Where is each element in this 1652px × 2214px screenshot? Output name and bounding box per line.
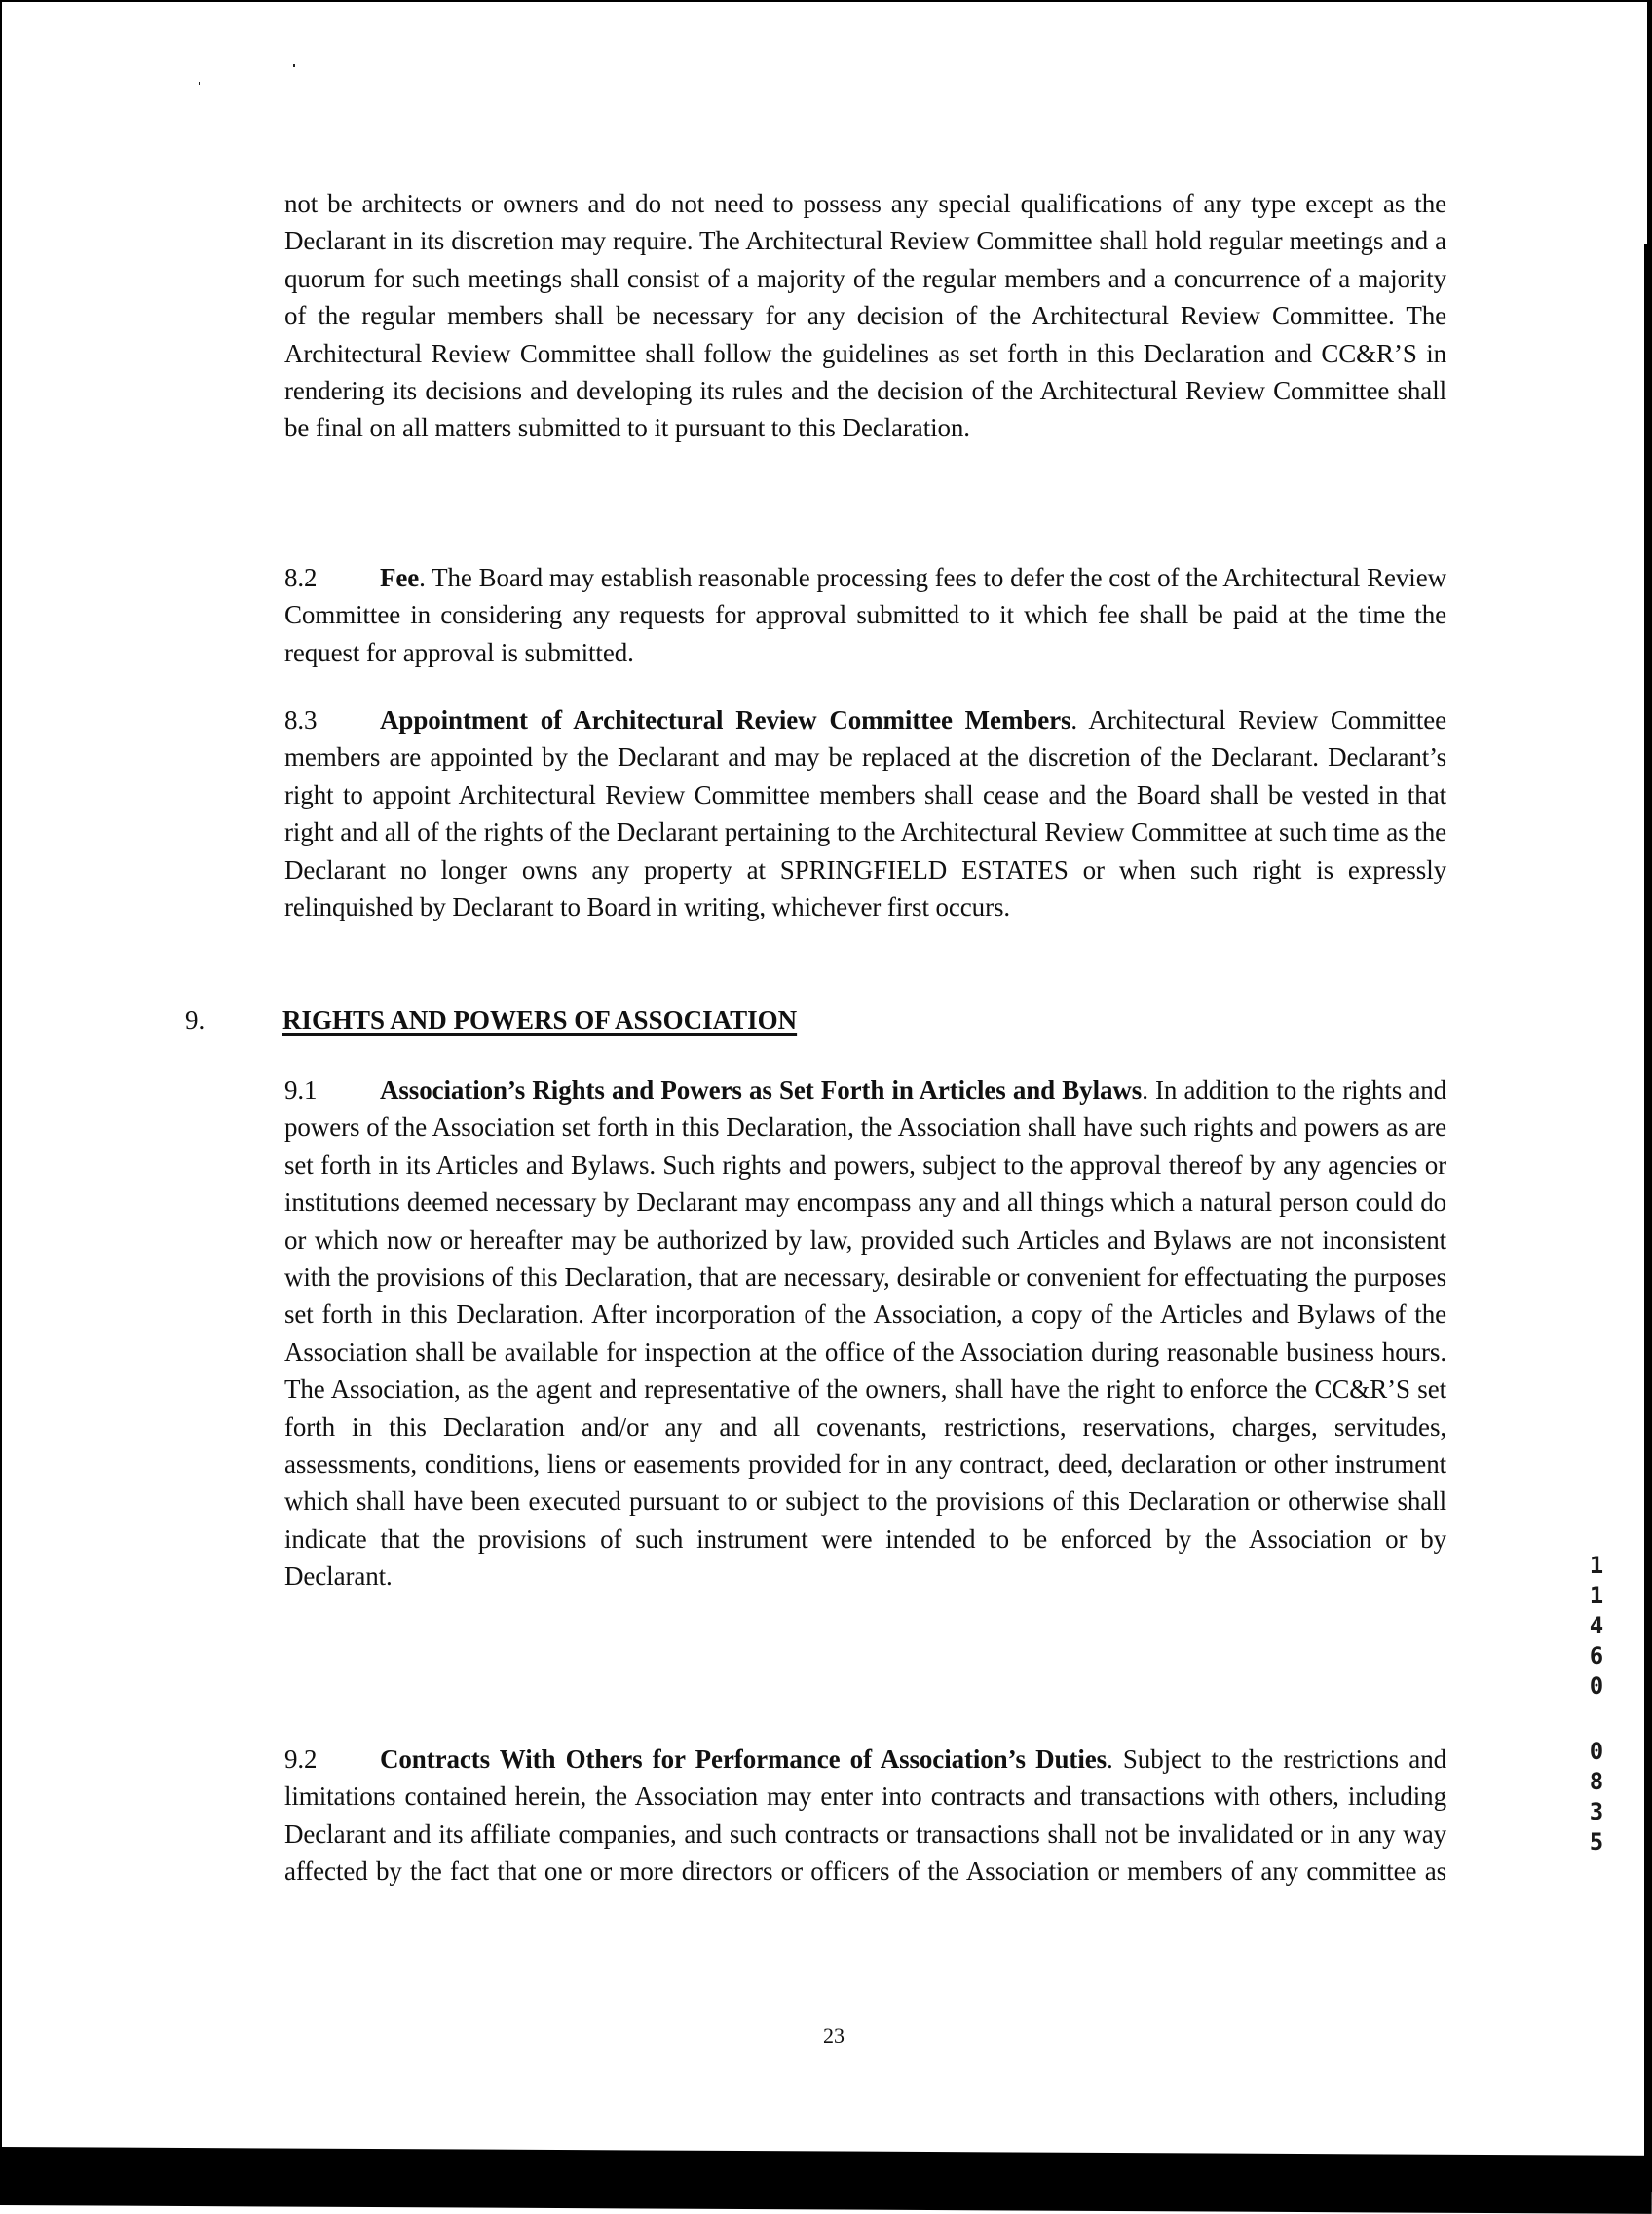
paragraph-number: 8.3	[284, 705, 318, 734]
paragraph-title-punct: .	[1070, 705, 1078, 734]
paragraph-text: not be architects or owners and do not need to possess any special qualifications of any type except as the Declarant in its discretion may require. The Architectural Review Committee shall hold regular meetings and a quorum for such meetings shall consist of a majority of the regular members and a concurrence of a majority of the regular members shall be necessary for any decision of the Architectural Review Committee. The Architectural Review Committee shall follow the guidelines as set forth in this Declaration and CC&R’S in rendering its decisions and developing its rules and the decision of the Architectural Review Committee shall be final on all matters submitted to it pursuant to this Declaration.	[284, 189, 1446, 443]
stamp-group-1	[1584, 1551, 1609, 1702]
section-title: RIGHTS AND POWERS OF ASSOCIATION	[282, 1005, 798, 1034]
stamp-gap	[1584, 1702, 1609, 1737]
scan-speck	[199, 82, 200, 85]
paragraph-number: 9.2	[284, 1745, 318, 1774]
section-heading	[185, 1001, 797, 1038]
stamp-group-2	[1584, 1737, 1609, 1858]
paragraph-9-1	[284, 1071, 1446, 1595]
scan-border-bottom	[0, 2147, 1652, 2214]
paragraph-title-punct: .	[419, 563, 426, 592]
paragraph-title: Fee	[380, 563, 420, 592]
paragraph-body: The Board may establish reasonable processing fees to defer the cost of the Architectural Review Committee in considering any requests for approval submitted to it which fee shall be paid at the time the request for approval is submitted.	[284, 563, 1446, 667]
page-number	[0, 2022, 1652, 2049]
paragraph-8-2	[284, 559, 1446, 671]
paragraph-9-2	[284, 1741, 1446, 1891]
stamp-digit: 0	[1589, 1738, 1604, 1765]
paragraph-8-3	[284, 701, 1446, 925]
paragraph-body: In addition to the rights and powers of the Association set forth in this Declaration, the Association shall have such rights and powers as are set forth in its Articles and Bylaws. Such rights and powers, subject to the approval thereof by any agencies or institutions deemed necessary by Declarant may encompass any and all things which a natural person could do or which now or hereafter may be authorized by law, provided such Articles and Bylaws are not inconsistent with the provisions of this Declaration, that are necessary, desirable or convenient for effectuating the purposes set forth in this Declaration. After incorporation of the Association, a copy of the Articles and Bylaws of the Association shall be available for inspection at the office of the Association during reasonable business hours. The Association, as the agent and representative of the owners, shall have the right to enforce the CC&R’S set forth in this Declaration and/or any and all covenants, restrictions, reservations, charges, servitudes, assessments, conditions, liens or easements provided for in any contract, deed, declaration or other instrument which shall have been executed pursuant to or subject to the provisions of this Declaration or otherwise shall indicate that the provisions of such instrument were intended to be enforced by the Association or by Declarant.	[284, 1075, 1447, 1592]
paragraph-title-punct: .	[1142, 1075, 1148, 1105]
stamp-digit: 0	[1589, 1672, 1604, 1700]
paragraph-title: Association’s Rights and Powers as Set Forth in Articles and Bylaws	[380, 1075, 1143, 1105]
scan-border-right-shadow	[1644, 244, 1652, 2192]
stamp-digit: 3	[1589, 1798, 1604, 1825]
stamp-digit: 1	[1589, 1552, 1604, 1579]
section-number: 9.	[185, 1005, 206, 1034]
scan-border-top	[0, 0, 1652, 2]
paragraph-continuation	[284, 185, 1446, 447]
paragraph-title-punct: .	[1107, 1745, 1113, 1774]
stamp-digit: 4	[1589, 1612, 1604, 1639]
page-number-text: 23	[823, 2023, 845, 2047]
stamp-digit: 1	[1589, 1582, 1604, 1609]
paragraph-body: Subject to the restrictions and limitations contained herein, the Association may enter into contracts and transactions with others, including Declarant and its affiliate companies, and such contracts or transactions shall not be invalidated or in any way affected by the fact that one or more directors or officers of the Association or members of any committee as	[284, 1745, 1446, 1887]
paragraph-title: Appointment of Architectural Review Committee Members	[380, 705, 1071, 734]
stamp-digit: 6	[1589, 1642, 1604, 1670]
paragraph-number: 8.2	[284, 563, 318, 592]
paragraph-number: 9.1	[284, 1075, 318, 1105]
stamp-digit: 8	[1589, 1768, 1604, 1795]
paragraph-title: Contracts With Others for Performance of Association’s Duties	[380, 1745, 1108, 1774]
margin-recording-stamp	[1584, 1551, 1609, 1858]
scan-border-left	[0, 0, 2, 2191]
stamp-digit: 5	[1589, 1828, 1604, 1856]
paragraph-body: Architectural Review Committee members are appointed by the Declarant and may be replaced at the discretion of the Declarant. Declarant’s right to appoint Architectural Review Committee members shall cease and the Board shall be vested in that right and all of the rights of the Declarant pertaining to the Architectural Review Committee at such time as the Declarant no longer owns any property at SPRINGFIELD ESTATES or when such right is expressly relinquished by Declarant to Board in writing, whichever first occurs.	[284, 705, 1446, 922]
scan-speck	[293, 64, 295, 67]
